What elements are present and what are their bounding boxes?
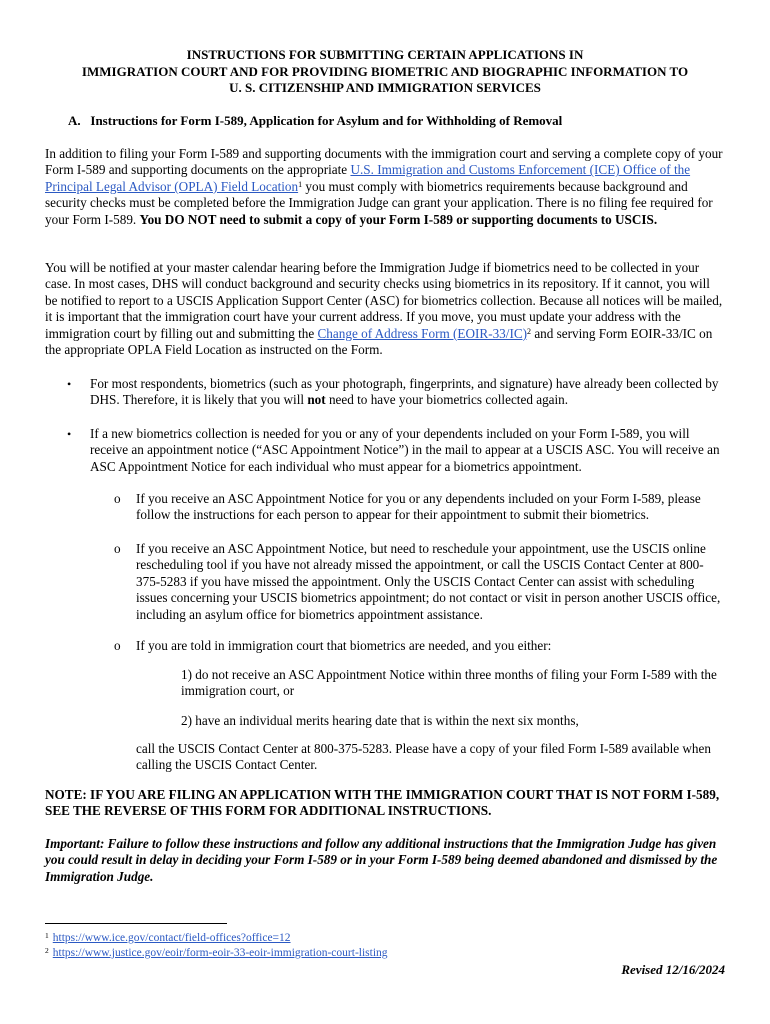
note-paragraph: NOTE: IF YOU ARE FILING AN APPLICATION WITH THE IMMIGRATION COURT THAT IS NOT FORM I-589, SEE THE REVERSE OF THIS FORM FOR ADDITIONAL INSTRUCTIONS.: [45, 787, 720, 819]
change-of-address-form-link[interactable]: Change of Address Form (EOIR-33/IC): [317, 325, 528, 341]
title-line-2: IMMIGRATION COURT AND FOR PROVIDING BIOMETRIC AND BIOGRAPHIC INFORMATION TO: [81, 63, 689, 79]
condition-2: 2) have an individual merits hearing date that is within the next six months,: [181, 713, 579, 728]
bullet-text: [90, 376, 725, 409]
sub-bullet-icon: o: [114, 541, 121, 556]
bullet-icon: •: [67, 427, 72, 441]
bullet1-text-b: need to have your biometrics collected again.: [325, 392, 569, 408]
bullet1-text-a: For most respondents, biometrics (such as your photograph, fingerprints, and signature) have already been collected by DHS. Therefore, it is likely that you will: [90, 376, 719, 408]
section-a-label: A.: [68, 113, 81, 128]
section-a-title: Instructions for Form I-589, Application for Asylum and for Withholding of Removal: [90, 113, 563, 128]
sub-item-text: If you are told in immigration court that biometrics are needed, and you either:: [136, 638, 552, 653]
footnote-ref-2: 2: [527, 326, 532, 336]
intro-bold-statement: You DO NOT need to submit a copy of your Form I-589 or supporting documents to USCIS.: [139, 211, 658, 227]
closing-instruction: call the USCIS Contact Center at 800-375-5283. Please have a copy of your filed Form I-589 available when calling the USCIS Contact Center.: [136, 741, 711, 773]
revision-date: Revised 12/16/2024: [621, 962, 725, 977]
footnote-divider: [45, 923, 227, 924]
sub-item-text: If you receive an ASC Appointment Notice for you or any dependents included on your Form I-589, please follow the instructions for each person to appear for their appointment to submit their biometrics.: [136, 491, 701, 523]
sub-item-text: If you receive an ASC Appointment Notice, but need to reschedule your appointment, use the USCIS online rescheduling tool if you have not already missed the appointment, or call the USCIS Contact Center at 800-375-5283 if you have missed the appointment. Only the USCIS Contact Center can assist with scheduling issues concerning your USCIS biometrics appointment; do not contact or visit in person another USCIS office, including an asylum office for biometrics appointment assistance.: [136, 541, 721, 622]
sub-bullet-icon: o: [114, 491, 121, 506]
notification-text-b: and serving Form EOIR-33/IC on the appropriate OPLA Field Location as instructed on the Form.: [45, 325, 713, 358]
footnote-number: 2: [45, 946, 49, 955]
condition-1: 1) do not receive an ASC Appointment Notice within three months of filing your Form I-589 with the immigration court, or: [181, 667, 717, 699]
footnote-2-link[interactable]: https://www.justice.gov/eoir/form-eoir-33-eoir-immigration-court-listing: [52, 947, 388, 959]
title-line-1: INSTRUCTIONS FOR SUBMITTING CERTAIN APPLICATIONS IN: [186, 47, 584, 62]
notification-text-a: You will be notified at your master calendar hearing before the Immigration Judge if biometrics need to be collected in your case. In most cases, DHS will conduct background and security checks using biometrics in its repository. If it cannot, you will be notified to report to a USCIS Application Support Center (ASC) for biometrics collection. Because all notices will be mailed, it is important that the immigration court have your current address. If you move, you must update your address with the immigration court by filling out and submitting the: [45, 260, 723, 341]
important-paragraph: Important: Failure to follow these instructions and follow any additional instructions that the Immigration Judge has given you could result in delay in deciding your Form I-589 or in your Form I-589 being deemed abandoned and dismissed by the Immigration Judge.: [45, 836, 718, 884]
sub-bullet-icon: o: [114, 638, 121, 653]
footnote-1: [45, 931, 291, 945]
bullet-text: If a new biometrics collection is needed for you or any of your dependents included on your Form I-589, you will receive an appointment notice (“ASC Appointment Notice”) in the mail to appear at a USCIS ASC. You will receive an ASC Appointment Notice for each individual who must appear for a biometrics appointment.: [90, 426, 720, 474]
intro-paragraph: [45, 146, 725, 228]
bullet1-bold: not: [307, 392, 326, 408]
footnote-2: [45, 946, 388, 960]
bullet-icon: •: [67, 377, 72, 391]
footnote-1-link[interactable]: https://www.ice.gov/contact/field-offices?office=12: [52, 932, 291, 944]
footnote-ref-1: 1: [298, 179, 303, 189]
footnote-number: 1: [45, 931, 49, 940]
section-a-heading: [68, 113, 562, 129]
notification-paragraph: [45, 260, 725, 358]
opla-field-location-link[interactable]: U.S. Immigration and Customs Enforcement (ICE) Office of the Principal Legal Advisor (OPLA) Field Location: [45, 162, 691, 194]
intro-text-b: you must comply with biometrics requirements because background and security checks must be completed before the Immigration Judge can grant your application. There is no filing fee required for your Form I-589.: [45, 178, 713, 227]
intro-text-a: In addition to filing your Form I-589 and supporting documents with the immigration court and serving a complete copy of your Form I-589 and supporting documents on the appropriate: [45, 146, 723, 178]
title-line-3: U. S. CITIZENSHIP AND IMMIGRATION SERVICES: [229, 80, 541, 95]
document-title: [40, 47, 730, 97]
